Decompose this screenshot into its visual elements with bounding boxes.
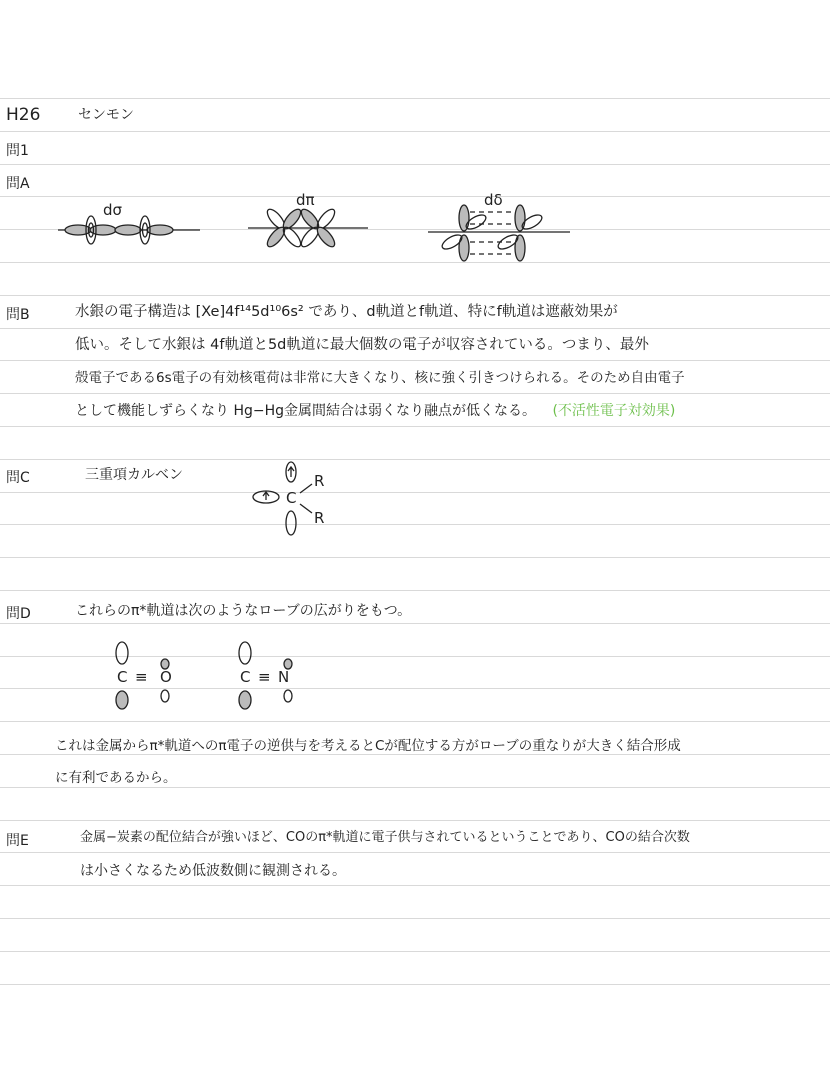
ruled-line	[0, 885, 830, 886]
co-c: C	[117, 668, 128, 686]
qd-line-2: に有利であるから。	[55, 770, 177, 786]
co-o: O	[160, 668, 172, 686]
ruled-line	[0, 557, 830, 558]
ruled-line	[0, 820, 830, 821]
cn-bond: ≡	[258, 668, 271, 686]
carbene-atom: C	[286, 489, 297, 507]
qe-line-2: は小さくなるため低波数側に観測される。	[80, 863, 346, 879]
ruled-line	[0, 360, 830, 361]
d-orbital-diagrams	[0, 170, 830, 280]
qd-line-1: これは金属からπ*軌道へのπ電子の逆供与を考えるとCが配位する方がローブの重なりが大きく結合形成	[55, 738, 681, 754]
qe-line-1: 金属−炭素の配位結合が強いほど、COのπ*軌道に電子供与されているということであり、COの結合次数	[80, 830, 690, 845]
qb-note: (不活性電子対効果)	[552, 403, 676, 419]
ruled-line	[0, 951, 830, 952]
qc-text: 三重項カルベン	[85, 467, 183, 483]
ruled-line	[0, 459, 830, 460]
qe-label: 問E	[6, 833, 29, 849]
cn-c: C	[240, 668, 251, 686]
ruled-line	[0, 328, 830, 329]
qb-line-3: 殻電子である6s電子の有効核電荷は非常に大きくなり、核に強く引きつけられる。そのため自由電子	[75, 370, 685, 386]
qc-label: 問C	[6, 470, 30, 486]
ruled-line	[0, 623, 830, 624]
qb-line-4	[75, 402, 675, 420]
qb-label: 問B	[6, 307, 30, 323]
qb-line-2: 低い。そして水銀は 4f軌道と5d軌道に最大個数の電子が収容されている。つまり、最外	[75, 337, 649, 353]
orbital-label-dpi: dπ	[296, 191, 315, 209]
q1-label: 問1	[6, 143, 29, 159]
ruled-line	[0, 590, 830, 591]
ruled-line	[0, 393, 830, 394]
qd-intro: これらのπ*軌道は次のようなローブの広がりをもつ。	[75, 603, 412, 619]
ruled-line	[0, 918, 830, 919]
carbene-diagram	[240, 460, 340, 540]
ruled-line	[0, 295, 830, 296]
ruled-line	[0, 164, 830, 165]
ruled-line	[0, 524, 830, 525]
header-subject: センモン	[78, 107, 134, 123]
ruled-line	[0, 492, 830, 493]
qa-label: 問A	[6, 176, 30, 192]
ruled-line	[0, 984, 830, 985]
ruled-line	[0, 852, 830, 853]
ruled-line	[0, 98, 830, 99]
ruled-line	[0, 131, 830, 132]
pi-star-diagrams	[100, 638, 320, 718]
orbital-label-ddelta: dδ	[484, 191, 503, 209]
cn-n: N	[278, 668, 290, 686]
carbene-r1: R	[314, 472, 325, 490]
qb-line-1: 水銀の電子構造は [Xe]4f¹⁴5d¹⁰6s² であり、d軌道とf軌道、特にf軌道は遮蔽効果が	[75, 304, 618, 320]
ruled-line	[0, 721, 830, 722]
qb-line-4-text: として機能しずらくなり Hg−Hg金属間結合は弱くなり融点が低くなる。	[75, 403, 537, 419]
header-year: H26	[6, 105, 41, 125]
carbene-r2: R	[314, 509, 325, 527]
qd-label: 問D	[6, 606, 31, 622]
ruled-line	[0, 426, 830, 427]
orbital-label-dsigma: dσ	[103, 201, 123, 219]
co-bond: ≡	[135, 668, 148, 686]
